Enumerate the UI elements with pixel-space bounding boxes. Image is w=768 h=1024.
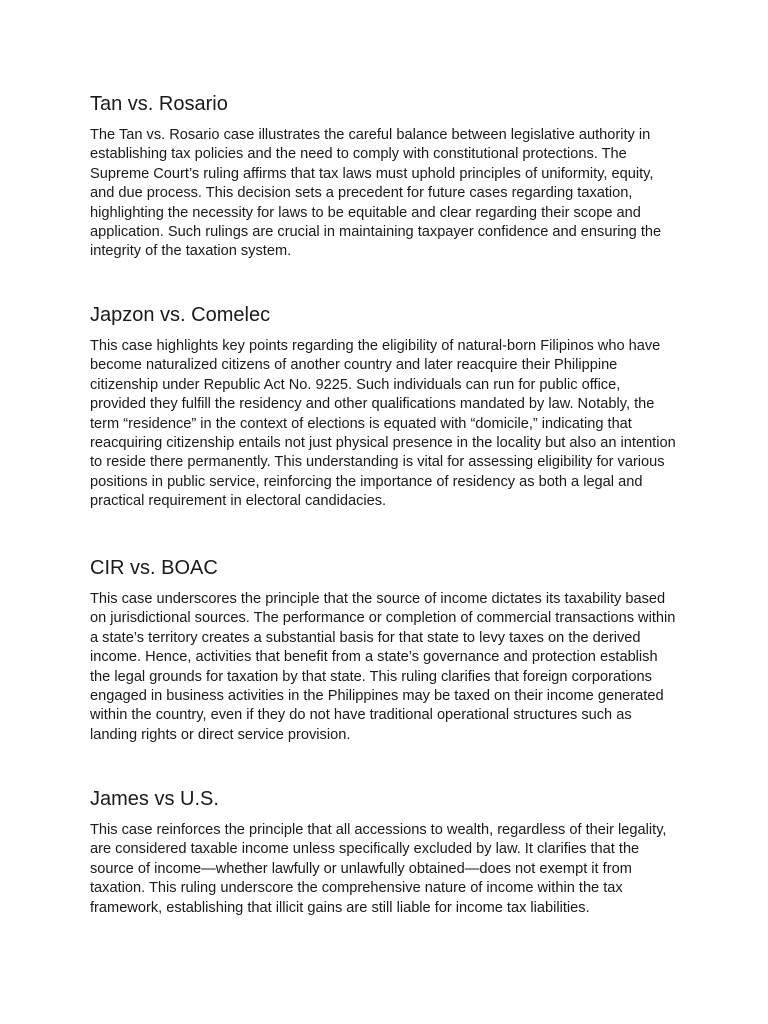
case-paragraph: This case reinforces the principle that all accessions to wealth, regardless of their legality, are considered taxable income unless specifically excluded by law. It clarifies that the source of income—whether lawfully or unlawfully obtained—does not exempt it from taxation. This ruling underscore the comprehensive nature of income within the tax framework, establishing that illicit gains are still liable for income tax liabilities. [90,822,667,916]
case-heading: CIR vs. BOAC [90,557,218,579]
case-paragraph: The Tan vs. Rosario case illustrates the careful balance between legislative authority in establishing tax policies and the need to comply with constitutional protections. The Supreme Court’s ruling affirms that tax laws must uphold principles of uniformity, equity, and due process. This decision sets a precedent for future cases regarding taxation, highlighting the necessity for laws to be equitable and clear regarding their scope and application. Such rulings are crucial in maintaining taxpayer confidence and ensuring the integrity of the taxation system. [90,127,662,260]
case-section-james-vs-us [90,787,680,918]
case-heading: Japzon vs. Comelec [90,304,271,326]
case-section-cir-vs-boac [90,556,680,745]
case-section-tan-vs-rosario [90,92,680,262]
case-heading: James vs U.S. [90,788,219,810]
case-paragraph: This case highlights key points regarding the eligibility of natural-born Filipinos who have become naturalized citizens of another country and later reacquire their Philippine citizenship under Republic Act No. 9225. Such individuals can run for public office, provided they fulfill the residency and other qualifications mandated by law. Notably, the term “residence” in the context of elections is equated with “domicile,” indicating that reacquiring citizenship entails not just physical presence in the locality but also an intention to reside there permanently. This understanding is vital for assessing eligibility for various positions in public service, reinforcing the importance of residency as both a legal and practical requirement in electoral candidacies. [90,338,676,510]
case-paragraph: This case underscores the principle that the source of income dictates its taxability based on jurisdictional sources. The performance or completion of commercial transactions within a state’s territory creates a substantial basis for that state to levy taxes on the derived income. Hence, activities that benefit from a state’s governance and protection establish the legal grounds for taxation by that state. This ruling clarifies that foreign corporations engaged in business activities in the Philippines may be taxed on their income generated within the country, even if they do not have traditional operational structures such as landing rights or direct service provision. [90,591,676,743]
case-heading: Tan vs. Rosario [90,93,228,115]
case-section-japzon-vs-comelec [90,303,680,512]
